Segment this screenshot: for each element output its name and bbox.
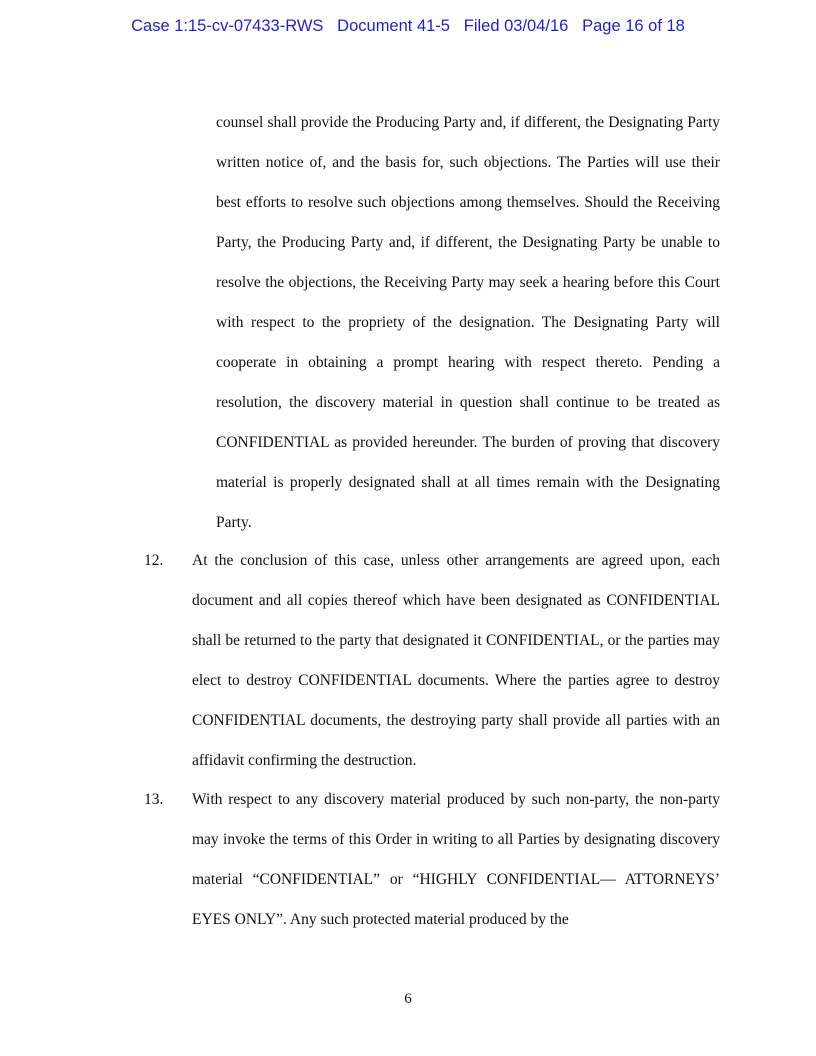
case-header <box>0 17 816 36</box>
paragraph-13-number: 13. <box>144 791 164 808</box>
document-number: Document 41-5 <box>337 17 450 35</box>
paragraph-12-text: At the conclusion of this case, unless other arrangements are agreed upon, each document and all copies thereof which have been designated as CONFIDENTIAL shall be returned to the party that designated it CONFIDENTIAL, or the parties may elect to destroy CONFIDENTIAL documents. Where the parties agree to destroy CONFIDENTIAL documents, the destroying party shall provide all parties with an affidavit confirming the destruction. <box>192 552 720 769</box>
paragraph-13-text: With respect to any discovery material produced by such non-party, the non-party may invoke the terms of this Order in writing to all Parties by designating discovery material “CONFIDENTIAL” or “HIGHLY CONFIDENTIAL— ATTORNEYS’ EYES ONLY”. Any such protected material produced by the <box>192 791 720 928</box>
page-number: 6 <box>404 991 412 1007</box>
case-number: Case 1:15-cv-07433-RWS <box>131 17 324 35</box>
filed-date: Filed 03/04/16 <box>463 17 569 35</box>
continued-paragraph: counsel shall provide the Producing Party and, if different, the Designating Party written notice of, and the basis for, such objections. The Parties will use their best efforts to resolve such objections among themselves. Should the Receiving Party, the Producing Party and, if different, the Designating Party be unable to resolve the objections, the Receiving Party may seek a hearing before this Court with respect to the propriety of the designation. The Designating Party will cooperate in obtaining a prompt hearing with respect thereto. Pending a resolution, the discovery material in question shall continue to be treated as CONFIDENTIAL as provided hereunder. The burden of proving that discovery material is properly designated shall at all times remain with the Designating Party. <box>216 114 720 531</box>
paragraph-12-number: 12. <box>144 552 164 569</box>
page-count: Page 16 of 18 <box>582 17 685 35</box>
